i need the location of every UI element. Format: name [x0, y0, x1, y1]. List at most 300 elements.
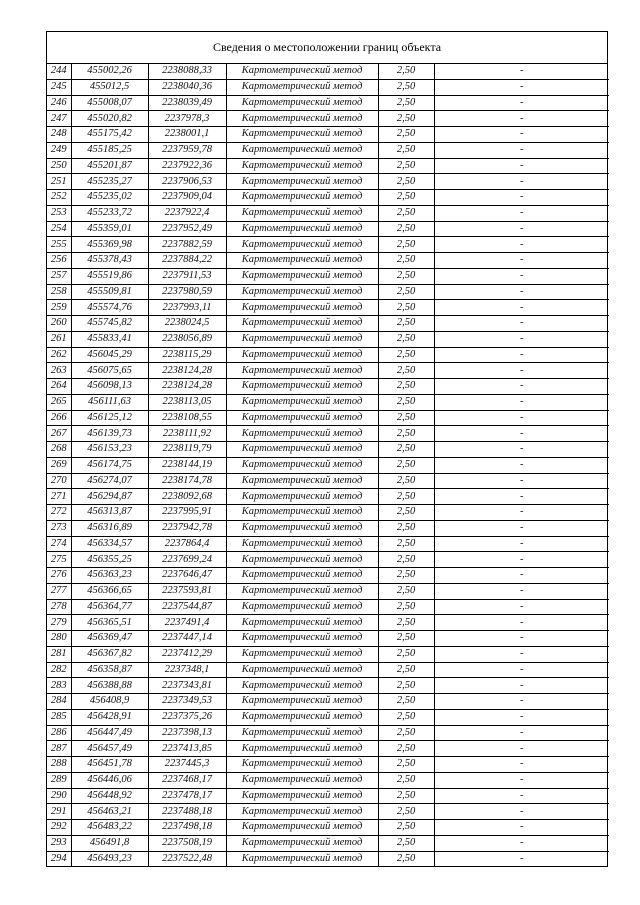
- x-coordinate: 455008,07: [71, 95, 148, 111]
- method-cell: Картометрический метод: [226, 473, 378, 489]
- accuracy-cell: 2,50: [378, 599, 434, 615]
- table-row: [47, 221, 609, 237]
- x-coordinate: 455833,41: [71, 331, 148, 347]
- accuracy-cell: 2,50: [378, 127, 434, 143]
- method-cell: Картометрический метод: [226, 725, 378, 741]
- x-coordinate: 456098,13: [71, 379, 148, 395]
- table-row: [47, 631, 609, 647]
- description-cell: -: [434, 599, 609, 615]
- y-coordinate: 2238056,89: [148, 331, 226, 347]
- x-coordinate: 456493,23: [71, 851, 148, 866]
- y-coordinate: 2238144,19: [148, 457, 226, 473]
- table-row: [47, 851, 609, 866]
- x-coordinate: 455369,98: [71, 237, 148, 253]
- accuracy-cell: 2,50: [378, 190, 434, 206]
- table-row: [47, 158, 609, 174]
- y-coordinate: 2237882,59: [148, 237, 226, 253]
- table-row: [47, 520, 609, 536]
- x-coordinate: 456491,8: [71, 835, 148, 851]
- accuracy-cell: 2,50: [378, 284, 434, 300]
- description-cell: -: [434, 174, 609, 190]
- method-cell: Картометрический метод: [226, 95, 378, 111]
- accuracy-cell: 2,50: [378, 709, 434, 725]
- accuracy-cell: 2,50: [378, 426, 434, 442]
- x-coordinate: 455185,25: [71, 142, 148, 158]
- description-cell: -: [434, 741, 609, 757]
- y-coordinate: 2237348,1: [148, 662, 226, 678]
- accuracy-cell: 2,50: [378, 678, 434, 694]
- description-cell: -: [434, 694, 609, 710]
- point-number: 255: [47, 237, 71, 253]
- point-number: 263: [47, 363, 71, 379]
- y-coordinate: 2238040,36: [148, 79, 226, 95]
- x-coordinate: 456483,22: [71, 820, 148, 836]
- table-row: [47, 772, 609, 788]
- accuracy-cell: 2,50: [378, 237, 434, 253]
- method-cell: Картометрический метод: [226, 757, 378, 773]
- table-row: [47, 95, 609, 111]
- accuracy-cell: 2,50: [378, 379, 434, 395]
- coordinates-table-body: [47, 64, 609, 866]
- accuracy-cell: 2,50: [378, 473, 434, 489]
- method-cell: Картометрический метод: [226, 379, 378, 395]
- table-row: [47, 678, 609, 694]
- x-coordinate: 455201,87: [71, 158, 148, 174]
- description-cell: -: [434, 79, 609, 95]
- point-number: 287: [47, 741, 71, 757]
- y-coordinate: 2237447,14: [148, 631, 226, 647]
- table-row: [47, 64, 609, 79]
- method-cell: Картометрический метод: [226, 489, 378, 505]
- y-coordinate: 2237413,85: [148, 741, 226, 757]
- point-number: 286: [47, 725, 71, 741]
- description-cell: -: [434, 379, 609, 395]
- y-coordinate: 2237993,11: [148, 300, 226, 316]
- x-coordinate: 456045,29: [71, 347, 148, 363]
- point-number: 278: [47, 599, 71, 615]
- y-coordinate: 2237922,36: [148, 158, 226, 174]
- method-cell: Картометрический метод: [226, 347, 378, 363]
- accuracy-cell: 2,50: [378, 505, 434, 521]
- x-coordinate: 455175,42: [71, 127, 148, 143]
- y-coordinate: 2238024,5: [148, 316, 226, 332]
- y-coordinate: 2237884,22: [148, 253, 226, 269]
- description-cell: -: [434, 583, 609, 599]
- table-row: [47, 457, 609, 473]
- x-coordinate: 455233,72: [71, 205, 148, 221]
- boundary-data-sheet: [46, 31, 608, 867]
- point-number: 282: [47, 662, 71, 678]
- y-coordinate: 2237488,18: [148, 804, 226, 820]
- point-number: 267: [47, 426, 71, 442]
- point-number: 293: [47, 835, 71, 851]
- description-cell: -: [434, 394, 609, 410]
- point-number: 274: [47, 536, 71, 552]
- point-number: 288: [47, 757, 71, 773]
- point-number: 254: [47, 221, 71, 237]
- description-cell: -: [434, 646, 609, 662]
- y-coordinate: 2237468,17: [148, 772, 226, 788]
- description-cell: -: [434, 662, 609, 678]
- x-coordinate: 456366,65: [71, 583, 148, 599]
- table-row: [47, 379, 609, 395]
- x-coordinate: 455519,86: [71, 268, 148, 284]
- point-number: 283: [47, 678, 71, 694]
- point-number: 284: [47, 694, 71, 710]
- method-cell: Картометрический метод: [226, 190, 378, 206]
- method-cell: Картометрический метод: [226, 820, 378, 836]
- accuracy-cell: 2,50: [378, 253, 434, 269]
- x-coordinate: 456457,49: [71, 741, 148, 757]
- point-number: 256: [47, 253, 71, 269]
- method-cell: Картометрический метод: [226, 599, 378, 615]
- table-row: [47, 583, 609, 599]
- method-cell: Картометрический метод: [226, 363, 378, 379]
- x-coordinate: 456139,73: [71, 426, 148, 442]
- method-cell: Картометрический метод: [226, 331, 378, 347]
- y-coordinate: 2237343,81: [148, 678, 226, 694]
- table-row: [47, 709, 609, 725]
- y-coordinate: 2238174,78: [148, 473, 226, 489]
- x-coordinate: 455378,43: [71, 253, 148, 269]
- accuracy-cell: 2,50: [378, 394, 434, 410]
- description-cell: -: [434, 835, 609, 851]
- y-coordinate: 2238088,33: [148, 64, 226, 79]
- point-number: 289: [47, 772, 71, 788]
- y-coordinate: 2237699,24: [148, 552, 226, 568]
- method-cell: Картометрический метод: [226, 678, 378, 694]
- x-coordinate: 456451,78: [71, 757, 148, 773]
- method-cell: Картометрический метод: [226, 709, 378, 725]
- y-coordinate: 2238124,28: [148, 363, 226, 379]
- y-coordinate: 2238119,79: [148, 442, 226, 458]
- point-number: 292: [47, 820, 71, 836]
- y-coordinate: 2238092,68: [148, 489, 226, 505]
- description-cell: -: [434, 757, 609, 773]
- table-row: [47, 394, 609, 410]
- description-cell: -: [434, 142, 609, 158]
- y-coordinate: 2237593,81: [148, 583, 226, 599]
- accuracy-cell: 2,50: [378, 79, 434, 95]
- table-row: [47, 237, 609, 253]
- method-cell: Картометрический метод: [226, 79, 378, 95]
- accuracy-cell: 2,50: [378, 631, 434, 647]
- accuracy-cell: 2,50: [378, 442, 434, 458]
- method-cell: Картометрический метод: [226, 111, 378, 127]
- accuracy-cell: 2,50: [378, 835, 434, 851]
- table-row: [47, 646, 609, 662]
- accuracy-cell: 2,50: [378, 205, 434, 221]
- accuracy-cell: 2,50: [378, 694, 434, 710]
- y-coordinate: 2237544,87: [148, 599, 226, 615]
- point-number: 252: [47, 190, 71, 206]
- point-number: 277: [47, 583, 71, 599]
- accuracy-cell: 2,50: [378, 552, 434, 568]
- table-row: [47, 205, 609, 221]
- point-number: 265: [47, 394, 71, 410]
- method-cell: Картометрический метод: [226, 583, 378, 599]
- method-cell: Картометрический метод: [226, 426, 378, 442]
- description-cell: -: [434, 190, 609, 206]
- method-cell: Картометрический метод: [226, 851, 378, 866]
- method-cell: Картометрический метод: [226, 174, 378, 190]
- point-number: 262: [47, 347, 71, 363]
- point-number: 272: [47, 505, 71, 521]
- point-number: 270: [47, 473, 71, 489]
- accuracy-cell: 2,50: [378, 583, 434, 599]
- point-number: 244: [47, 64, 71, 79]
- accuracy-cell: 2,50: [378, 662, 434, 678]
- method-cell: Картометрический метод: [226, 237, 378, 253]
- description-cell: -: [434, 253, 609, 269]
- method-cell: Картометрический метод: [226, 158, 378, 174]
- description-cell: -: [434, 300, 609, 316]
- table-row: [47, 788, 609, 804]
- table-row: [47, 536, 609, 552]
- method-cell: Картометрический метод: [226, 772, 378, 788]
- method-cell: Картометрический метод: [226, 410, 378, 426]
- coordinates-table: [47, 64, 609, 866]
- x-coordinate: 456448,92: [71, 788, 148, 804]
- y-coordinate: 2237922,4: [148, 205, 226, 221]
- x-coordinate: 456111,63: [71, 394, 148, 410]
- table-row: [47, 489, 609, 505]
- method-cell: Картометрический метод: [226, 788, 378, 804]
- table-row: [47, 316, 609, 332]
- y-coordinate: 2237522,48: [148, 851, 226, 866]
- accuracy-cell: 2,50: [378, 820, 434, 836]
- description-cell: -: [434, 820, 609, 836]
- x-coordinate: 455574,76: [71, 300, 148, 316]
- point-number: 266: [47, 410, 71, 426]
- accuracy-cell: 2,50: [378, 520, 434, 536]
- y-coordinate: 2237980,59: [148, 284, 226, 300]
- description-cell: -: [434, 410, 609, 426]
- y-coordinate: 2238001,1: [148, 127, 226, 143]
- table-row: [47, 426, 609, 442]
- table-row: [47, 568, 609, 584]
- y-coordinate: 2237508,19: [148, 835, 226, 851]
- sheet-title: Сведения о местоположении границ объекта: [47, 32, 607, 64]
- x-coordinate: 456365,51: [71, 615, 148, 631]
- x-coordinate: 456363,23: [71, 568, 148, 584]
- description-cell: -: [434, 772, 609, 788]
- y-coordinate: 2237959,78: [148, 142, 226, 158]
- description-cell: -: [434, 788, 609, 804]
- description-cell: -: [434, 536, 609, 552]
- y-coordinate: 2237491,4: [148, 615, 226, 631]
- method-cell: Картометрический метод: [226, 804, 378, 820]
- description-cell: -: [434, 316, 609, 332]
- accuracy-cell: 2,50: [378, 646, 434, 662]
- point-number: 249: [47, 142, 71, 158]
- y-coordinate: 2237375,26: [148, 709, 226, 725]
- x-coordinate: 455002,26: [71, 64, 148, 79]
- table-row: [47, 820, 609, 836]
- method-cell: Картометрический метод: [226, 442, 378, 458]
- x-coordinate: 455359,01: [71, 221, 148, 237]
- y-coordinate: 2237978,3: [148, 111, 226, 127]
- description-cell: -: [434, 457, 609, 473]
- table-row: [47, 190, 609, 206]
- method-cell: Картометрический метод: [226, 127, 378, 143]
- description-cell: -: [520, 852, 524, 864]
- y-coordinate: 2237864,4: [148, 536, 226, 552]
- description-cell: -: [434, 520, 609, 536]
- accuracy-cell: 2,50: [378, 64, 434, 79]
- y-coordinate: 2237349,53: [148, 694, 226, 710]
- x-coordinate: 455745,82: [71, 316, 148, 332]
- table-row: [47, 804, 609, 820]
- method-cell: Картометрический метод: [226, 662, 378, 678]
- table-row: [47, 615, 609, 631]
- x-coordinate: 456355,25: [71, 552, 148, 568]
- table-row: [47, 363, 609, 379]
- accuracy-cell: 2,50: [378, 363, 434, 379]
- point-number: 248: [47, 127, 71, 143]
- accuracy-cell: 2,50: [378, 788, 434, 804]
- method-cell: Картометрический метод: [226, 568, 378, 584]
- description-cell: -: [434, 237, 609, 253]
- table-row: [47, 599, 609, 615]
- y-coordinate: 2237445,3: [148, 757, 226, 773]
- method-cell: Картометрический метод: [226, 300, 378, 316]
- description-cell: -: [434, 205, 609, 221]
- accuracy-cell: 2,50: [378, 757, 434, 773]
- method-cell: Картометрический метод: [226, 142, 378, 158]
- method-cell: Картометрический метод: [226, 646, 378, 662]
- method-cell: Картометрический метод: [226, 552, 378, 568]
- y-coordinate: 2238115,29: [148, 347, 226, 363]
- description-cell: -: [434, 158, 609, 174]
- description-cell: -: [434, 568, 609, 584]
- method-cell: Картометрический метод: [226, 741, 378, 757]
- point-number: 291: [47, 804, 71, 820]
- table-row: [47, 142, 609, 158]
- method-cell: Картометрический метод: [226, 505, 378, 521]
- table-row: [47, 111, 609, 127]
- method-cell: Картометрический метод: [226, 394, 378, 410]
- point-number: 253: [47, 205, 71, 221]
- method-cell: Картометрический метод: [226, 520, 378, 536]
- point-number: 290: [47, 788, 71, 804]
- description-cell: -: [434, 709, 609, 725]
- accuracy-cell: 2,50: [378, 615, 434, 631]
- description-cell: -: [434, 127, 609, 143]
- point-number: 271: [47, 489, 71, 505]
- x-coordinate: 456358,87: [71, 662, 148, 678]
- x-coordinate: 456153,23: [71, 442, 148, 458]
- accuracy-cell: 2,50: [378, 316, 434, 332]
- x-coordinate: 456364,77: [71, 599, 148, 615]
- x-coordinate: 456334,57: [71, 536, 148, 552]
- method-cell: Картометрический метод: [226, 536, 378, 552]
- table-row: [47, 505, 609, 521]
- x-coordinate: 456274,07: [71, 473, 148, 489]
- accuracy-cell: 2,50: [378, 95, 434, 111]
- point-number: 259: [47, 300, 71, 316]
- y-coordinate: 2237952,49: [148, 221, 226, 237]
- accuracy-cell: 2,50: [378, 489, 434, 505]
- y-coordinate: 2237942,78: [148, 520, 226, 536]
- point-number: 260: [47, 316, 71, 332]
- table-row: [47, 662, 609, 678]
- accuracy-cell: 2,50: [378, 536, 434, 552]
- x-coordinate: 456447,49: [71, 725, 148, 741]
- point-number: 273: [47, 520, 71, 536]
- description-cell: -: [434, 284, 609, 300]
- accuracy-cell: 2,50: [378, 221, 434, 237]
- x-coordinate: 455020,82: [71, 111, 148, 127]
- description-cell: -: [434, 804, 609, 820]
- description-cell: -: [434, 678, 609, 694]
- description-cell: -: [434, 631, 609, 647]
- accuracy-cell: 2,50: [378, 772, 434, 788]
- table-row: [47, 552, 609, 568]
- description-cell: -: [434, 615, 609, 631]
- description-cell: -: [434, 505, 609, 521]
- table-row: [47, 284, 609, 300]
- table-row: [47, 725, 609, 741]
- description-cell: -: [434, 725, 609, 741]
- y-coordinate: 2237646,47: [148, 568, 226, 584]
- description-cell: -: [434, 363, 609, 379]
- table-row: [47, 127, 609, 143]
- y-coordinate: 2237398,13: [148, 725, 226, 741]
- table-row: [47, 300, 609, 316]
- x-coordinate: 456294,87: [71, 489, 148, 505]
- accuracy-cell: 2,50: [378, 158, 434, 174]
- point-number: 268: [47, 442, 71, 458]
- method-cell: Картометрический метод: [226, 694, 378, 710]
- accuracy-cell: 2,50: [378, 725, 434, 741]
- point-number: 258: [47, 284, 71, 300]
- point-number: 294: [47, 851, 71, 866]
- x-coordinate: 456369,47: [71, 631, 148, 647]
- y-coordinate: 2237412,29: [148, 646, 226, 662]
- accuracy-cell: 2,50: [378, 300, 434, 316]
- accuracy-cell: 2,50: [378, 268, 434, 284]
- accuracy-cell: 2,50: [378, 851, 434, 866]
- accuracy-cell: 2,50: [378, 142, 434, 158]
- method-cell: Картометрический метод: [226, 835, 378, 851]
- point-number: 247: [47, 111, 71, 127]
- table-row: [47, 442, 609, 458]
- table-row: [47, 835, 609, 851]
- point-number: 275: [47, 552, 71, 568]
- description-cell: -: [434, 426, 609, 442]
- method-cell: Картометрический метод: [226, 205, 378, 221]
- accuracy-cell: 2,50: [378, 347, 434, 363]
- description-cell: -: [434, 473, 609, 489]
- description-cell: -: [434, 331, 609, 347]
- accuracy-cell: 2,50: [378, 111, 434, 127]
- x-coordinate: 456408,9: [71, 694, 148, 710]
- y-coordinate: 2237995,91: [148, 505, 226, 521]
- point-number: 250: [47, 158, 71, 174]
- y-coordinate: 2238111,92: [148, 426, 226, 442]
- method-cell: Картометрический метод: [226, 316, 378, 332]
- y-coordinate: 2237498,18: [148, 820, 226, 836]
- table-row: [47, 757, 609, 773]
- point-number: 257: [47, 268, 71, 284]
- y-coordinate: 2238124,28: [148, 379, 226, 395]
- x-coordinate: 456446,06: [71, 772, 148, 788]
- table-row: [47, 253, 609, 269]
- method-cell: Картометрический метод: [226, 268, 378, 284]
- method-cell: Картометрический метод: [226, 253, 378, 269]
- method-cell: Картометрический метод: [226, 221, 378, 237]
